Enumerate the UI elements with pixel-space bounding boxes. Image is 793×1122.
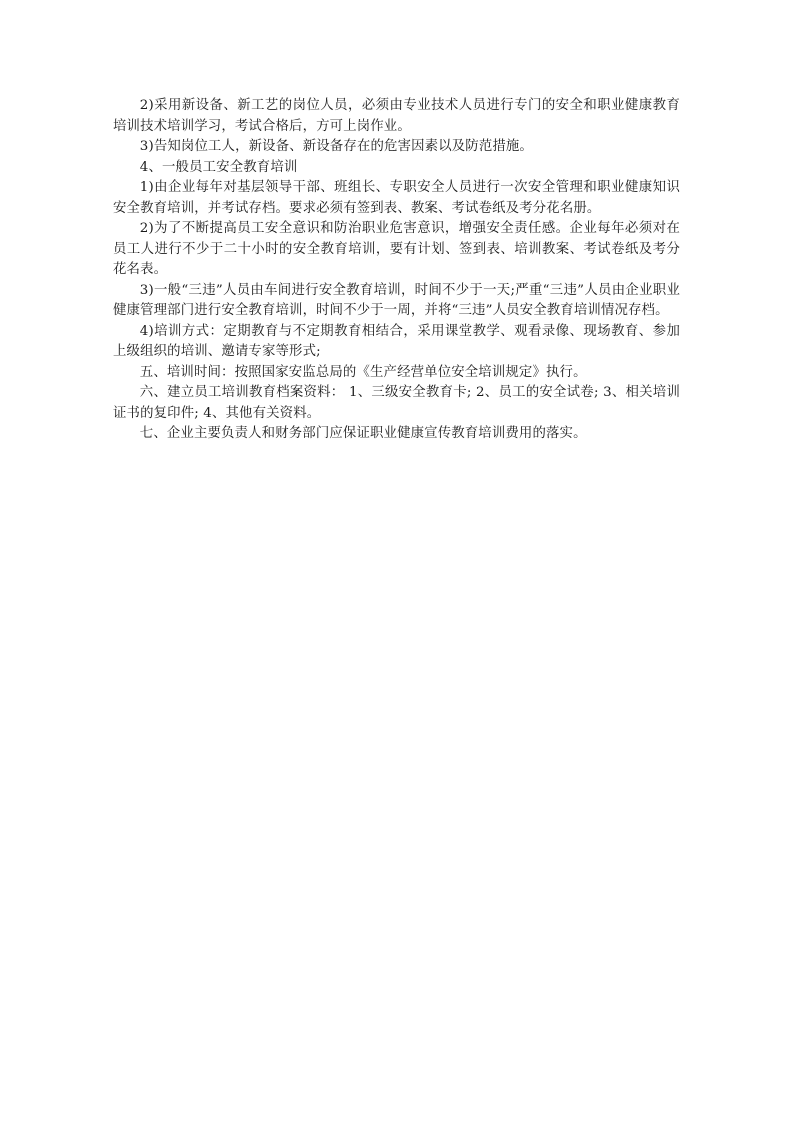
document-body: [113, 96, 680, 445]
paragraph-hazard-notification: 3)告知岗位工人，新设备、新设备存在的危害因素以及防范措施。: [139, 139, 533, 154]
paragraph-training-methods: 4)培训方式：定期教育与不定期教育相结合，采用课堂教学、观看录像、现场教育、参加上级组织的培训、邀请专家等形式;: [113, 323, 680, 359]
paragraph-annual-staff-training: 2)为了不断提高员工安全意识和防治职业危害意识，增强安全责任感。企业每年必须对在员工人进行不少于二十小时的安全教育培训，要有计划、签到表、培训教案、考试卷纸及考分花名表。: [113, 221, 680, 277]
section-training-funding: 七、企业主要负责人和财务部门应保证职业健康宣传教育培训费用的落实。: [139, 426, 587, 441]
paragraph-new-equipment-training: 2)采用新设备、新工艺的岗位人员，必须由专业技术人员进行专门的安全和职业健康教育培训技术培训学习，考试合格后，方可上岗作业。: [113, 98, 680, 134]
section-heading-general-staff-training: 4、一般员工安全教育培训: [139, 159, 298, 175]
section-training-records: 六、建立员工培训教育档案资料： 1、三级安全教育卡; 2、员工的安全试卷; 3、相关培训证书的复印件; 4、其他有关资料。: [113, 385, 680, 421]
section-training-time: 五、培训时间：按照国家安监总局的《生产经营单位安全培训规定》执行。: [139, 364, 587, 380]
paragraph-violation-training: 3)一般“三违”人员由车间进行安全教育培训，时间不少于一天;严重“三违”人员由企业职业健康管理部门进行安全教育培训，时间不少于一周，并将“三违”人员安全教育培训情况存档。: [113, 282, 680, 318]
paragraph-annual-management-training: 1)由企业每年对基层领导干部、班组长、专职安全人员进行一次安全管理和职业健康知识安全教育培训，并考试存档。要求必须有签到表、教案、考试卷纸及考分花名册。: [113, 180, 680, 216]
